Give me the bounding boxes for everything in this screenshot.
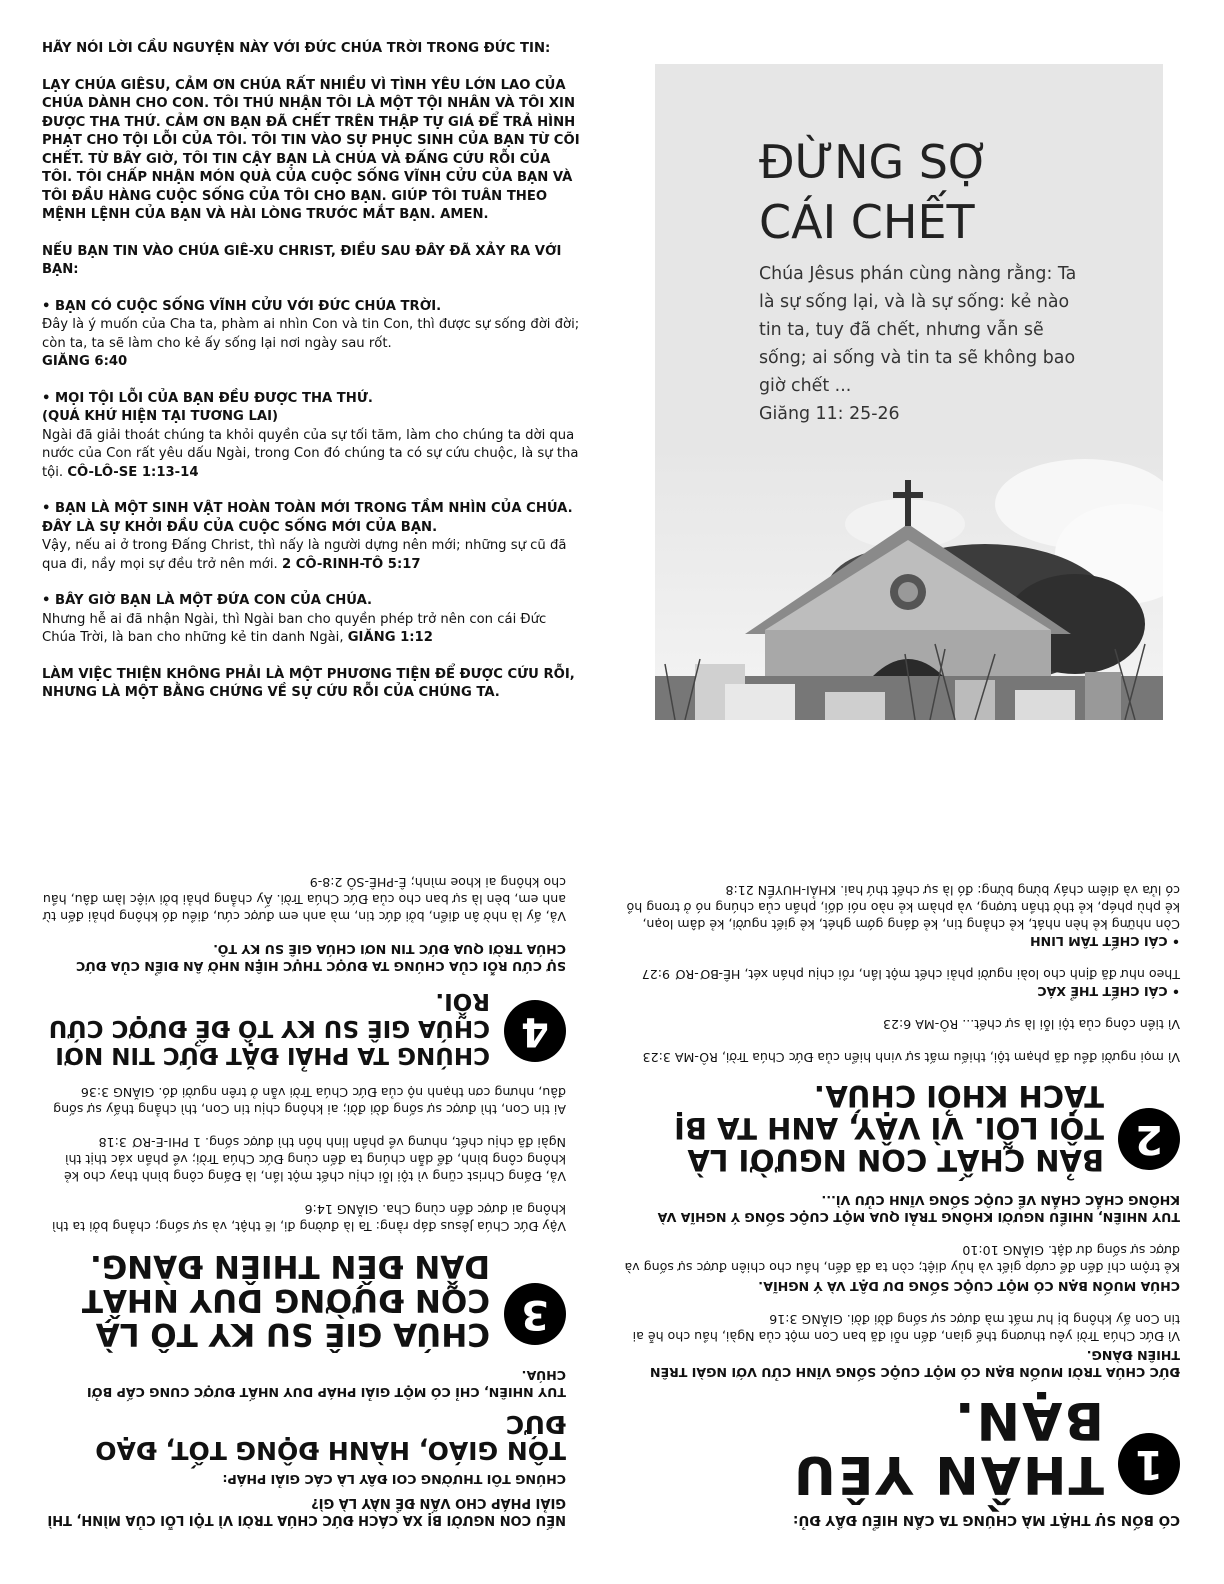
section-number-badge: 4 (504, 1000, 566, 1062)
section-number-badge: 3 (504, 1283, 566, 1345)
section-1-title: THẦN YÊU BẠN. (791, 1390, 1104, 1504)
section-1-body: ĐỨC CHÚA TRỜI MUỐN BẠN CÓ MỘT CUỘC SỐNG VĨNH CỬU VỚI NGÀI TRÊN THIÊN ĐÀNG. Vì Đức Chúa Trời yêu thương thế gian, đến nỗi đã ban Con một của Ngài, hầu cho hễ ai tin Con ấy không bị hư mất mà được sự sống đời đời. GIĂNG 3:16 CHÚA MUỐN BẠN CÓ MỘT CUỘC SỐNG DƯ DẬT VÀ Ý NGHĨA. Kẻ trộm chỉ đến để cướp giết và hủy diệt; còn ta đã đến, hầu cho chiên được sự sống và được sự sống dư dật. GIĂNG 10:10 TUY NHIÊN, NHIỀU NGƯỜI KHÔNG TRẢI QUA MỘT CUỘC SỐNG Ý NGHĨA VÀ KHÔNG CHẮC CHẮN VỀ CUỘC SỐNG VĨNH CỬU VÌ... (624, 1193, 1180, 1380)
only-solution: TUY NHIÊN, CHỈ CÓ MỘT GIẢI PHÁP DUY NHẤT ĐƯỢC CUNG CẤP BỞI CHÚA. (86, 1368, 566, 1400)
point-ref: 2 CÔ-RINH-TÔ 5:17 (281, 556, 421, 572)
solution-question: NẾU CON NGƯỜI BỊ XA CÁCH ĐỨC CHÚA TRỜI VÌ TỘI LỖI CỦA MÌNH, THÌ GIẢI PHÁP CHO VẤN ĐỀ NÀY LÀ GÌ? CHÚNG TÔI THƯỜNG COI ĐÂY LÀ CÁC GIẢI PHÁP: (42, 1471, 566, 1528)
point-subheading: (QUÁ KHỨ HIỆN TẠI TƯƠNG LAI) (42, 409, 279, 424)
point-heading: • BẠN CÓ CUỘC SỐNG VĨNH CỬU VỚI ĐỨC CHÚA TRỜI. (42, 298, 442, 314)
prayer-panel (42, 40, 582, 721)
cover-panel (655, 64, 1163, 720)
section-2-title: BẢN CHẤT CON NGƯỜI LÀ TỘI LỖI. VÌ VẬY, ANH TA BỊ TÁCH KHỎI CHÚA. (674, 1079, 1104, 1177)
point-ref: GIĂNG 6:40 (42, 354, 128, 369)
panel-sections-3-4 (42, 800, 566, 1528)
section-2-body: Vì mọi người đều đã phạm tội, thiếu mất sự vinh hiển của Đức Chúa Trời, RÔ-MA 3:23 Vì tiền công của tội lỗi là sự chết... RÔ-MA 6:23 • CÁI CHẾT THỂ XÁC Theo như đã định cho loài người phải chết một lần, rồi chịu phán xét, HÊ-BƠ-RƠ 9:27 • CÁI CHẾT TÂM LINH Còn những kẻ hèn nhát, kẻ chẳng tin, kẻ đáng gớm ghét, kẻ giết người, kẻ dâm loạn, kẻ phù phép, kẻ thờ thần tượng, và phàm kẻ nào nói dối, phần của chúng nó ở trong hồ có lửa và diêm cháy bừng bừng: đó là sự chết thứ hai. KHẢI-HUYỀN 21:8 (624, 882, 1180, 1066)
point-body: Vậy, nếu ai ở trong Đấng Christ, thì nấy là người dựng nên mới; những sự cũ đã qua đi, nầy mọi sự đều trở nên mới. 2 CÔ-RINH-TÔ 5:17 (42, 538, 567, 572)
point-forgiven (42, 390, 582, 483)
point-heading: • BẠN LÀ MỘT SINH VẬT HOÀN TOÀN MỚI TRONG TẦM NHÌN CỦA CHÚA. ĐÂY LÀ SỰ KHỞI ĐẦU CỦA CUỘC SỐNG MỚI CỦA BẠN. (42, 501, 573, 535)
point-ref: GIĂNG 1:12 (347, 630, 433, 645)
point-body: Đây là ý muốn của Cha ta, phàm ai nhìn Con và tin Con, thì được sự sống đời đời; còn ta, ta sẽ làm cho kẻ ấy sống lại nơi ngày sau rốt. GIĂNG 6:40 (42, 317, 580, 369)
point-eternal-life (42, 298, 582, 372)
common-solutions-label: CHÚNG TÔI THƯỜNG COI ĐÂY LÀ CÁC GIẢI PHÁP: (222, 1472, 566, 1487)
four-truths-intro: CÓ BỐN SỰ THẬT MÀ CHÚNG TA CẦN HIỂU ĐẦY ĐỦ: (792, 1512, 1180, 1528)
section-4-header (42, 987, 566, 1068)
section-4-title: CHÚNG TA PHẢI ĐẶT ĐỨC TIN NƠI CHÚA GIÊ SU KY TÔ ĐỂ ĐƯỢC CỨU RỖI. (48, 988, 490, 1068)
point-new-creation (42, 500, 582, 574)
common-solutions: TÔN GIÁO, HÀNH ĐỘNG TỐT, ĐẠO ĐỨC (95, 1410, 566, 1465)
chapel-cemetery-photo (655, 444, 1163, 720)
section-3-title: CHÚA GIÊ SU KY TÔ LÀ CON ĐƯỜNG DUY NHẤT DẪN ĐẾN THIÊN ĐÀNG. (81, 1248, 490, 1352)
spiritual-death-heading: • CÁI CHẾT TÂM LINH (1030, 934, 1180, 949)
prayer-text: LẠY CHÚA GIÊSU, CẢM ƠN CHÚA RẤT NHIỀU VÌ TÌNH YÊU LỚN LAO CỦA CHÚA DÀNH CHO CON. TÔI THÚ NHẬN TÔI LÀ MỘT TỘI NHÂN VÀ TÔI XIN ĐƯỢC THA THỨ. CẢM ƠN BẠN ĐÃ CHẾT TRÊN THẬP TỰ GIÁ ĐỂ TRẢ HÌNH PHẠT CHO TỘI LỖI CỦA TÔI. TÔI TIN VÀO SỰ PHỤC SINH CỦA BẠN TỪ CÕI CHẾT. TỪ BÂY GIỜ, TÔI TIN CẬY BẠN LÀ CHÚA VÀ ĐẤNG CỨU RỖI CỦA TÔI. TÔI CHẤP NHẬN MÓN QUÀ CỦA CUỘC SỐNG VĨNH CỬU CỦA BẠN VÀ TÔI ĐẦU HÀNG CUỘC SỐNG CỦA TÔI CHO BẠN. GIÚP TÔI TUÂN THEO MỆNH LỆNH CỦA BẠN VÀ HÀI LÒNG TRƯỚC MẮT BẠN. AMEN. (42, 77, 580, 222)
section-3-body: Vậy Đức Chúa Jêsus đáp rằng: Ta là đường đi, lẽ thật, và sự sống; chẳng bởi ta thì không ai được đến cùng Cha. GIĂNG 14:6 Vả, Đấng Christ cũng vì tội lỗi chịu chết một lần, là Đấng công bình thay cho kẻ không công bình, để dẫn chúng ta đến cùng Đức Chúa Trời; về phần xác thịt thì Ngài đã chịu chết, nhưng về phần linh hồn thì được sống. 1 PHI-E-RƠ 3:18 Ai tin Con, thì được sự sống đời đời; ai không chịu tin Con, thì chẳng thấy sự sống đâu, nhưng cơn thạnh nộ của Đức Chúa Trời vẫn ở trên người đó. GIĂNG 3:36 (52, 1085, 566, 1234)
cover-verse: Chúa Jêsus phán cùng nàng rằng: Ta là sự sống lại, và là sự sống: kẻ nào tin ta, tuy đã chết, nhưng vẫn sẽ sống; ai sống và tin ta sẽ không bao giờ chết ... Giăng 11: 25-26 (759, 264, 1077, 424)
section-number-badge: 1 (1118, 1433, 1180, 1495)
section-number-badge: 2 (1118, 1108, 1180, 1170)
point-heading: • BÂY GIỜ BẠN LÀ MỘT ĐỨA CON CỦA CHÚA. (42, 593, 373, 608)
section-4-body: SỰ CỨU RỖI CỦA CHÚNG TA ĐƯỢC THỰC HIỆN NHỜ ÂN ĐIỂN CỦA ĐỨC CHÚA TRỜI QUA ĐỨC TIN NƠI CHÚA GIÊ SU KY TÔ. Vả, ấy là nhờ ân điển, bởi đức tin, mà anh em được cứu, điều đó không phải đến từ anh em, bèn là sự ban cho của Đức Chúa Trời. Ấy chẳng phải bởi việc làm đâu, hầu cho không ai khoe mình; Ê-PHÊ-SÔ 2:8-9 (42, 875, 566, 974)
panel-sections-1-2 (624, 808, 1180, 1528)
point-ref: CÔ-LÔ-SE 1:13-14 (67, 464, 199, 480)
section-3-header (42, 1249, 566, 1351)
section-1-header (624, 1390, 1180, 1504)
prayer-intro: HÃY NÓI LỜI CẦU NGUYỆN NÀY VỚI ĐỨC CHÚA TRỜI TRONG ĐỨC TIN: (42, 41, 551, 56)
closing-statement: LÀM VIỆC THIỆN KHÔNG PHẢI LÀ MỘT PHƯƠNG TIỆN ĐỂ ĐƯỢC CỨU RỖI, NHƯNG LÀ MỘT BẰNG CHỨNG VỀ SỰ CỨU RỖI CỦA CHÚNG TA. (42, 666, 575, 700)
physical-death-heading: • CÁI CHẾT THỂ XÁC (1037, 984, 1180, 999)
cover-verse-ref: Giăng 11: 25-26 (759, 404, 900, 424)
cover-title: ĐỪNG SỢ CÁI CHẾT (759, 135, 990, 249)
point-heading: • MỌI TỘI LỖI CỦA BẠN ĐỀU ĐƯỢC THA THỨ. (42, 390, 373, 406)
point-body: Ngài đã giải thoát chúng ta khỏi quyền của sự tối tăm, làm cho chúng ta dời qua nước của Con rất yêu dấu Ngài, trong Con đó chúng ta có sự cứu chuộc, là sự tha tội. CÔ-LÔ-SE 1:13-14 (42, 427, 579, 480)
point-body: Nhưng hễ ai đã nhận Ngài, thì Ngài ban cho quyền phép trở nên con cái Đức Chúa Trời, là ban cho những kẻ tin danh Ngài, GIĂNG 1:12 (42, 611, 547, 645)
point-child-of-god (42, 592, 582, 648)
section-2-header (624, 1080, 1180, 1176)
if-believe-heading: NẾU BẠN TIN VÀO CHÚA GIÊ-XU CHRIST, ĐIỀU SAU ĐÂY ĐÃ XẢY RA VỚI BẠN: (42, 243, 562, 277)
